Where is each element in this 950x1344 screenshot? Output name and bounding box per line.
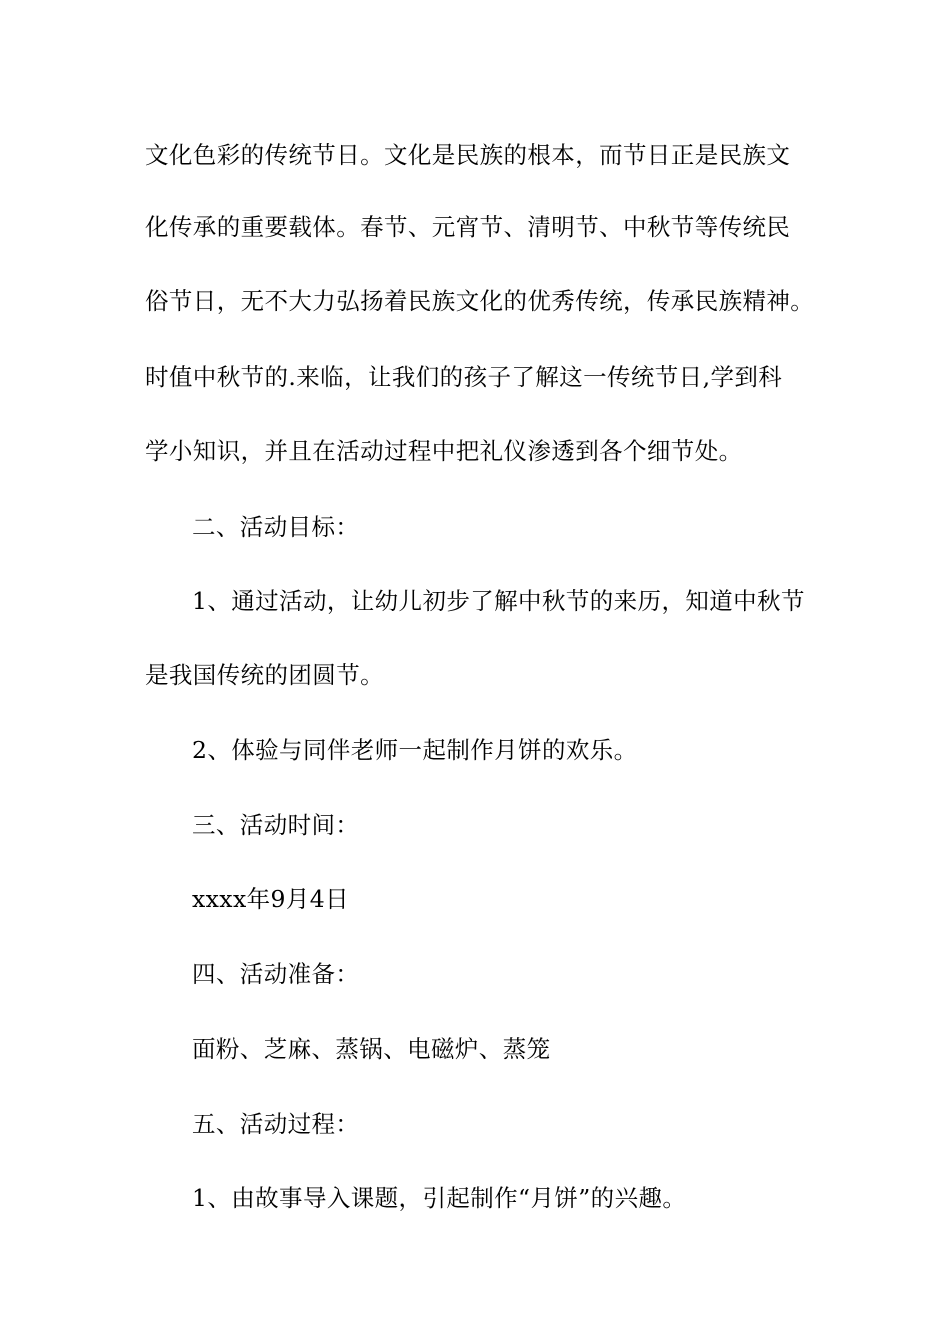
materials-list: 面粉、芝麻、蒸锅、电磁炉、蒸笼 [192, 1035, 551, 1063]
process-step-1: 1、由故事导入课题，引起制作“月饼”的兴趣。 [192, 1184, 687, 1212]
goal-2: 2、体验与同伴老师一起制作月饼的欢乐。 [192, 736, 638, 764]
activity-date: xxxx年9月4日 [192, 885, 350, 913]
section-heading-goals: 二、活动目标： [192, 513, 360, 541]
goal-1-line-1: 1、通过活动，让幼儿初步了解中秋节的来历，知道中秋节 [192, 587, 805, 615]
section-heading-preparation: 四、活动准备： [192, 960, 360, 988]
intro-line-4: 时值中秋节的.来临，让我们的孩子了解这一传统节日,学到科 [145, 363, 783, 391]
intro-line-5: 学小知识，并且在活动过程中把礼仪渗透到各个细节处。 [145, 437, 743, 465]
intro-line-1: 文化色彩的传统节日。文化是民族的根本，而节日正是民族文 [145, 141, 791, 169]
section-heading-time: 三、活动时间： [192, 811, 360, 839]
section-heading-process: 五、活动过程： [192, 1110, 360, 1138]
intro-line-3: 俗节日，无不大力弘扬着民族文化的优秀传统，传承民族精神。 [145, 287, 815, 315]
goal-1-line-2: 是我国传统的团圆节。 [145, 661, 384, 689]
intro-line-2: 化传承的重要载体。春节、元宵节、清明节、中秋节等传统民 [145, 213, 791, 241]
